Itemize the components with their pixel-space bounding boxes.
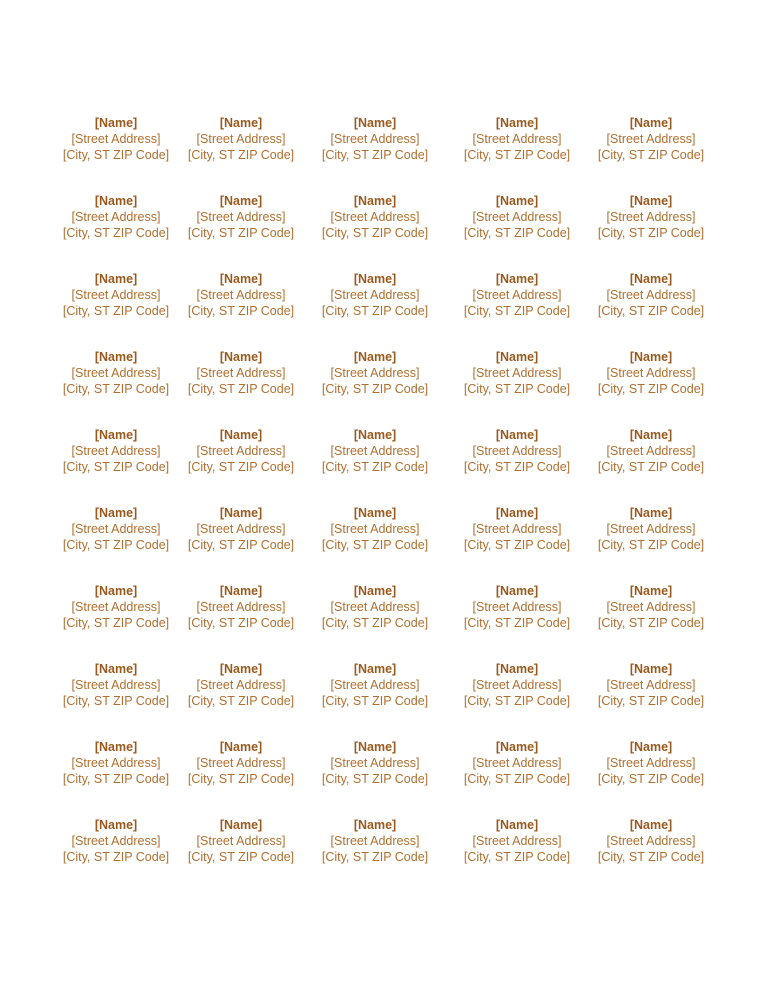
- label-street-address: [Street Address]: [330, 288, 420, 302]
- address-label: [56, 583, 176, 631]
- label-city-state-zip: [City, ST ZIP Code]: [597, 772, 705, 786]
- label-street-address: [Street Address]: [472, 834, 562, 848]
- label-street-address: [Street Address]: [71, 600, 161, 614]
- label-street-address: [Street Address]: [472, 210, 562, 224]
- label-city-state-zip: [City, ST ZIP Code]: [187, 226, 295, 240]
- label-city-state-zip: [City, ST ZIP Code]: [463, 616, 571, 630]
- label-street-address: [Street Address]: [330, 678, 420, 692]
- address-label: [457, 661, 577, 709]
- label-city-state-zip: [City, ST ZIP Code]: [463, 538, 571, 552]
- label-name: [Name]: [219, 194, 263, 208]
- address-label: [181, 193, 301, 241]
- address-label: [56, 271, 176, 319]
- label-street-address: [Street Address]: [196, 132, 286, 146]
- address-label: [591, 271, 711, 319]
- label-name: [Name]: [94, 506, 138, 520]
- label-name: [Name]: [495, 350, 539, 364]
- address-label: [591, 193, 711, 241]
- label-name: [Name]: [353, 662, 397, 676]
- label-street-address: [Street Address]: [196, 678, 286, 692]
- address-label: [591, 427, 711, 475]
- label-city-state-zip: [City, ST ZIP Code]: [321, 304, 429, 318]
- label-name: [Name]: [353, 740, 397, 754]
- label-street-address: [Street Address]: [472, 288, 562, 302]
- label-name: [Name]: [629, 818, 673, 832]
- label-name: [Name]: [629, 116, 673, 130]
- address-label: [56, 739, 176, 787]
- label-city-state-zip: [City, ST ZIP Code]: [321, 460, 429, 474]
- address-label: [591, 115, 711, 163]
- label-name: [Name]: [353, 350, 397, 364]
- address-label: [315, 427, 435, 475]
- address-label: [457, 583, 577, 631]
- label-street-address: [Street Address]: [196, 834, 286, 848]
- address-label: [591, 349, 711, 397]
- label-name: [Name]: [353, 584, 397, 598]
- label-city-state-zip: [City, ST ZIP Code]: [321, 616, 429, 630]
- label-name: [Name]: [94, 116, 138, 130]
- label-city-state-zip: [City, ST ZIP Code]: [463, 772, 571, 786]
- label-name: [Name]: [219, 350, 263, 364]
- label-city-state-zip: [City, ST ZIP Code]: [321, 694, 429, 708]
- label-street-address: [Street Address]: [71, 366, 161, 380]
- label-street-address: [Street Address]: [472, 132, 562, 146]
- label-street-address: [Street Address]: [196, 210, 286, 224]
- label-name: [Name]: [495, 194, 539, 208]
- label-city-state-zip: [City, ST ZIP Code]: [321, 226, 429, 240]
- label-name: [Name]: [629, 194, 673, 208]
- label-name: [Name]: [94, 584, 138, 598]
- label-name: [Name]: [353, 428, 397, 442]
- address-label: [457, 115, 577, 163]
- address-label: [181, 661, 301, 709]
- label-city-state-zip: [City, ST ZIP Code]: [187, 538, 295, 552]
- label-street-address: [Street Address]: [606, 522, 696, 536]
- label-name: [Name]: [353, 116, 397, 130]
- label-city-state-zip: [City, ST ZIP Code]: [62, 772, 170, 786]
- label-city-state-zip: [City, ST ZIP Code]: [62, 538, 170, 552]
- label-name: [Name]: [495, 272, 539, 286]
- label-street-address: [Street Address]: [472, 366, 562, 380]
- label-city-state-zip: [City, ST ZIP Code]: [187, 148, 295, 162]
- address-label: [56, 427, 176, 475]
- address-label: [315, 115, 435, 163]
- label-city-state-zip: [City, ST ZIP Code]: [62, 382, 170, 396]
- label-street-address: [Street Address]: [71, 210, 161, 224]
- address-label: [315, 505, 435, 553]
- label-city-state-zip: [City, ST ZIP Code]: [187, 304, 295, 318]
- address-label: [181, 817, 301, 865]
- label-city-state-zip: [City, ST ZIP Code]: [597, 148, 705, 162]
- address-label: [315, 271, 435, 319]
- label-street-address: [Street Address]: [472, 600, 562, 614]
- label-street-address: [Street Address]: [196, 600, 286, 614]
- address-label: [181, 505, 301, 553]
- address-label: [591, 661, 711, 709]
- address-label: [457, 505, 577, 553]
- label-name: [Name]: [219, 116, 263, 130]
- label-street-address: [Street Address]: [196, 756, 286, 770]
- label-city-state-zip: [City, ST ZIP Code]: [62, 148, 170, 162]
- address-label: [457, 271, 577, 319]
- address-label: [315, 739, 435, 787]
- label-city-state-zip: [City, ST ZIP Code]: [187, 850, 295, 864]
- label-street-address: [Street Address]: [196, 522, 286, 536]
- label-name: [Name]: [629, 428, 673, 442]
- address-label: [56, 817, 176, 865]
- address-label: [457, 739, 577, 787]
- label-city-state-zip: [City, ST ZIP Code]: [597, 616, 705, 630]
- address-label: [315, 661, 435, 709]
- address-label: [457, 427, 577, 475]
- label-name: [Name]: [94, 194, 138, 208]
- label-city-state-zip: [City, ST ZIP Code]: [321, 772, 429, 786]
- label-name: [Name]: [629, 506, 673, 520]
- label-city-state-zip: [City, ST ZIP Code]: [321, 850, 429, 864]
- label-name: [Name]: [219, 272, 263, 286]
- label-name: [Name]: [495, 506, 539, 520]
- label-name: [Name]: [94, 350, 138, 364]
- label-name: [Name]: [629, 272, 673, 286]
- label-name: [Name]: [219, 818, 263, 832]
- label-street-address: [Street Address]: [196, 288, 286, 302]
- address-label: [181, 115, 301, 163]
- label-city-state-zip: [City, ST ZIP Code]: [597, 694, 705, 708]
- address-label: [315, 193, 435, 241]
- label-name: [Name]: [495, 740, 539, 754]
- address-label: [181, 271, 301, 319]
- label-street-address: [Street Address]: [606, 366, 696, 380]
- label-city-state-zip: [City, ST ZIP Code]: [597, 382, 705, 396]
- label-street-address: [Street Address]: [330, 522, 420, 536]
- label-street-address: [Street Address]: [196, 366, 286, 380]
- label-city-state-zip: [City, ST ZIP Code]: [321, 148, 429, 162]
- label-city-state-zip: [City, ST ZIP Code]: [187, 772, 295, 786]
- address-label: [56, 661, 176, 709]
- address-label: [315, 817, 435, 865]
- label-name: [Name]: [495, 818, 539, 832]
- label-name: [Name]: [353, 506, 397, 520]
- label-street-address: [Street Address]: [606, 834, 696, 848]
- label-street-address: [Street Address]: [71, 288, 161, 302]
- address-label: [56, 349, 176, 397]
- address-label: [591, 817, 711, 865]
- label-city-state-zip: [City, ST ZIP Code]: [597, 226, 705, 240]
- label-street-address: [Street Address]: [606, 600, 696, 614]
- label-street-address: [Street Address]: [606, 132, 696, 146]
- label-name: [Name]: [629, 584, 673, 598]
- label-street-address: [Street Address]: [606, 288, 696, 302]
- address-label: [591, 505, 711, 553]
- label-city-state-zip: [City, ST ZIP Code]: [597, 850, 705, 864]
- label-street-address: [Street Address]: [606, 756, 696, 770]
- label-name: [Name]: [495, 584, 539, 598]
- label-name: [Name]: [495, 662, 539, 676]
- label-street-address: [Street Address]: [330, 210, 420, 224]
- label-name: [Name]: [495, 428, 539, 442]
- address-label: [457, 817, 577, 865]
- label-street-address: [Street Address]: [71, 834, 161, 848]
- label-name: [Name]: [219, 506, 263, 520]
- label-street-address: [Street Address]: [472, 678, 562, 692]
- label-name: [Name]: [94, 662, 138, 676]
- label-city-state-zip: [City, ST ZIP Code]: [321, 538, 429, 552]
- label-street-address: [Street Address]: [606, 444, 696, 458]
- label-city-state-zip: [City, ST ZIP Code]: [597, 460, 705, 474]
- label-city-state-zip: [City, ST ZIP Code]: [62, 460, 170, 474]
- label-name: [Name]: [219, 428, 263, 442]
- address-label: [181, 427, 301, 475]
- label-city-state-zip: [City, ST ZIP Code]: [62, 226, 170, 240]
- label-city-state-zip: [City, ST ZIP Code]: [597, 538, 705, 552]
- label-street-address: [Street Address]: [71, 132, 161, 146]
- label-street-address: [Street Address]: [71, 756, 161, 770]
- label-street-address: [Street Address]: [472, 444, 562, 458]
- label-street-address: [Street Address]: [330, 444, 420, 458]
- label-city-state-zip: [City, ST ZIP Code]: [463, 148, 571, 162]
- label-street-address: [Street Address]: [330, 132, 420, 146]
- label-city-state-zip: [City, ST ZIP Code]: [463, 304, 571, 318]
- label-street-address: [Street Address]: [472, 522, 562, 536]
- label-name: [Name]: [629, 350, 673, 364]
- label-street-address: [Street Address]: [196, 444, 286, 458]
- label-city-state-zip: [City, ST ZIP Code]: [187, 694, 295, 708]
- label-street-address: [Street Address]: [330, 600, 420, 614]
- label-street-address: [Street Address]: [330, 366, 420, 380]
- label-name: [Name]: [94, 272, 138, 286]
- label-name: [Name]: [629, 740, 673, 754]
- address-label: [56, 193, 176, 241]
- address-label: [56, 505, 176, 553]
- label-street-address: [Street Address]: [71, 444, 161, 458]
- label-city-state-zip: [City, ST ZIP Code]: [463, 694, 571, 708]
- label-name: [Name]: [219, 584, 263, 598]
- label-street-address: [Street Address]: [472, 756, 562, 770]
- label-name: [Name]: [219, 740, 263, 754]
- label-city-state-zip: [City, ST ZIP Code]: [463, 382, 571, 396]
- label-street-address: [Street Address]: [71, 678, 161, 692]
- address-label: [457, 349, 577, 397]
- label-name: [Name]: [94, 428, 138, 442]
- label-street-address: [Street Address]: [330, 834, 420, 848]
- address-label: [181, 349, 301, 397]
- address-label: [181, 739, 301, 787]
- label-name: [Name]: [219, 662, 263, 676]
- label-city-state-zip: [City, ST ZIP Code]: [187, 460, 295, 474]
- label-name: [Name]: [94, 740, 138, 754]
- label-city-state-zip: [City, ST ZIP Code]: [62, 304, 170, 318]
- address-label: [315, 349, 435, 397]
- label-name: [Name]: [495, 116, 539, 130]
- label-name: [Name]: [629, 662, 673, 676]
- label-street-address: [Street Address]: [71, 522, 161, 536]
- label-street-address: [Street Address]: [606, 210, 696, 224]
- label-street-address: [Street Address]: [330, 756, 420, 770]
- address-label: [181, 583, 301, 631]
- label-city-state-zip: [City, ST ZIP Code]: [321, 382, 429, 396]
- label-city-state-zip: [City, ST ZIP Code]: [62, 694, 170, 708]
- label-name: [Name]: [353, 272, 397, 286]
- label-city-state-zip: [City, ST ZIP Code]: [62, 616, 170, 630]
- address-label: [591, 583, 711, 631]
- label-city-state-zip: [City, ST ZIP Code]: [187, 382, 295, 396]
- label-street-address: [Street Address]: [606, 678, 696, 692]
- label-city-state-zip: [City, ST ZIP Code]: [187, 616, 295, 630]
- label-city-state-zip: [City, ST ZIP Code]: [597, 304, 705, 318]
- address-label: [591, 739, 711, 787]
- label-city-state-zip: [City, ST ZIP Code]: [62, 850, 170, 864]
- label-name: [Name]: [94, 818, 138, 832]
- address-label: [56, 115, 176, 163]
- label-city-state-zip: [City, ST ZIP Code]: [463, 460, 571, 474]
- label-city-state-zip: [City, ST ZIP Code]: [463, 850, 571, 864]
- label-name: [Name]: [353, 818, 397, 832]
- label-name: [Name]: [353, 194, 397, 208]
- address-label: [315, 583, 435, 631]
- label-city-state-zip: [City, ST ZIP Code]: [463, 226, 571, 240]
- address-label: [457, 193, 577, 241]
